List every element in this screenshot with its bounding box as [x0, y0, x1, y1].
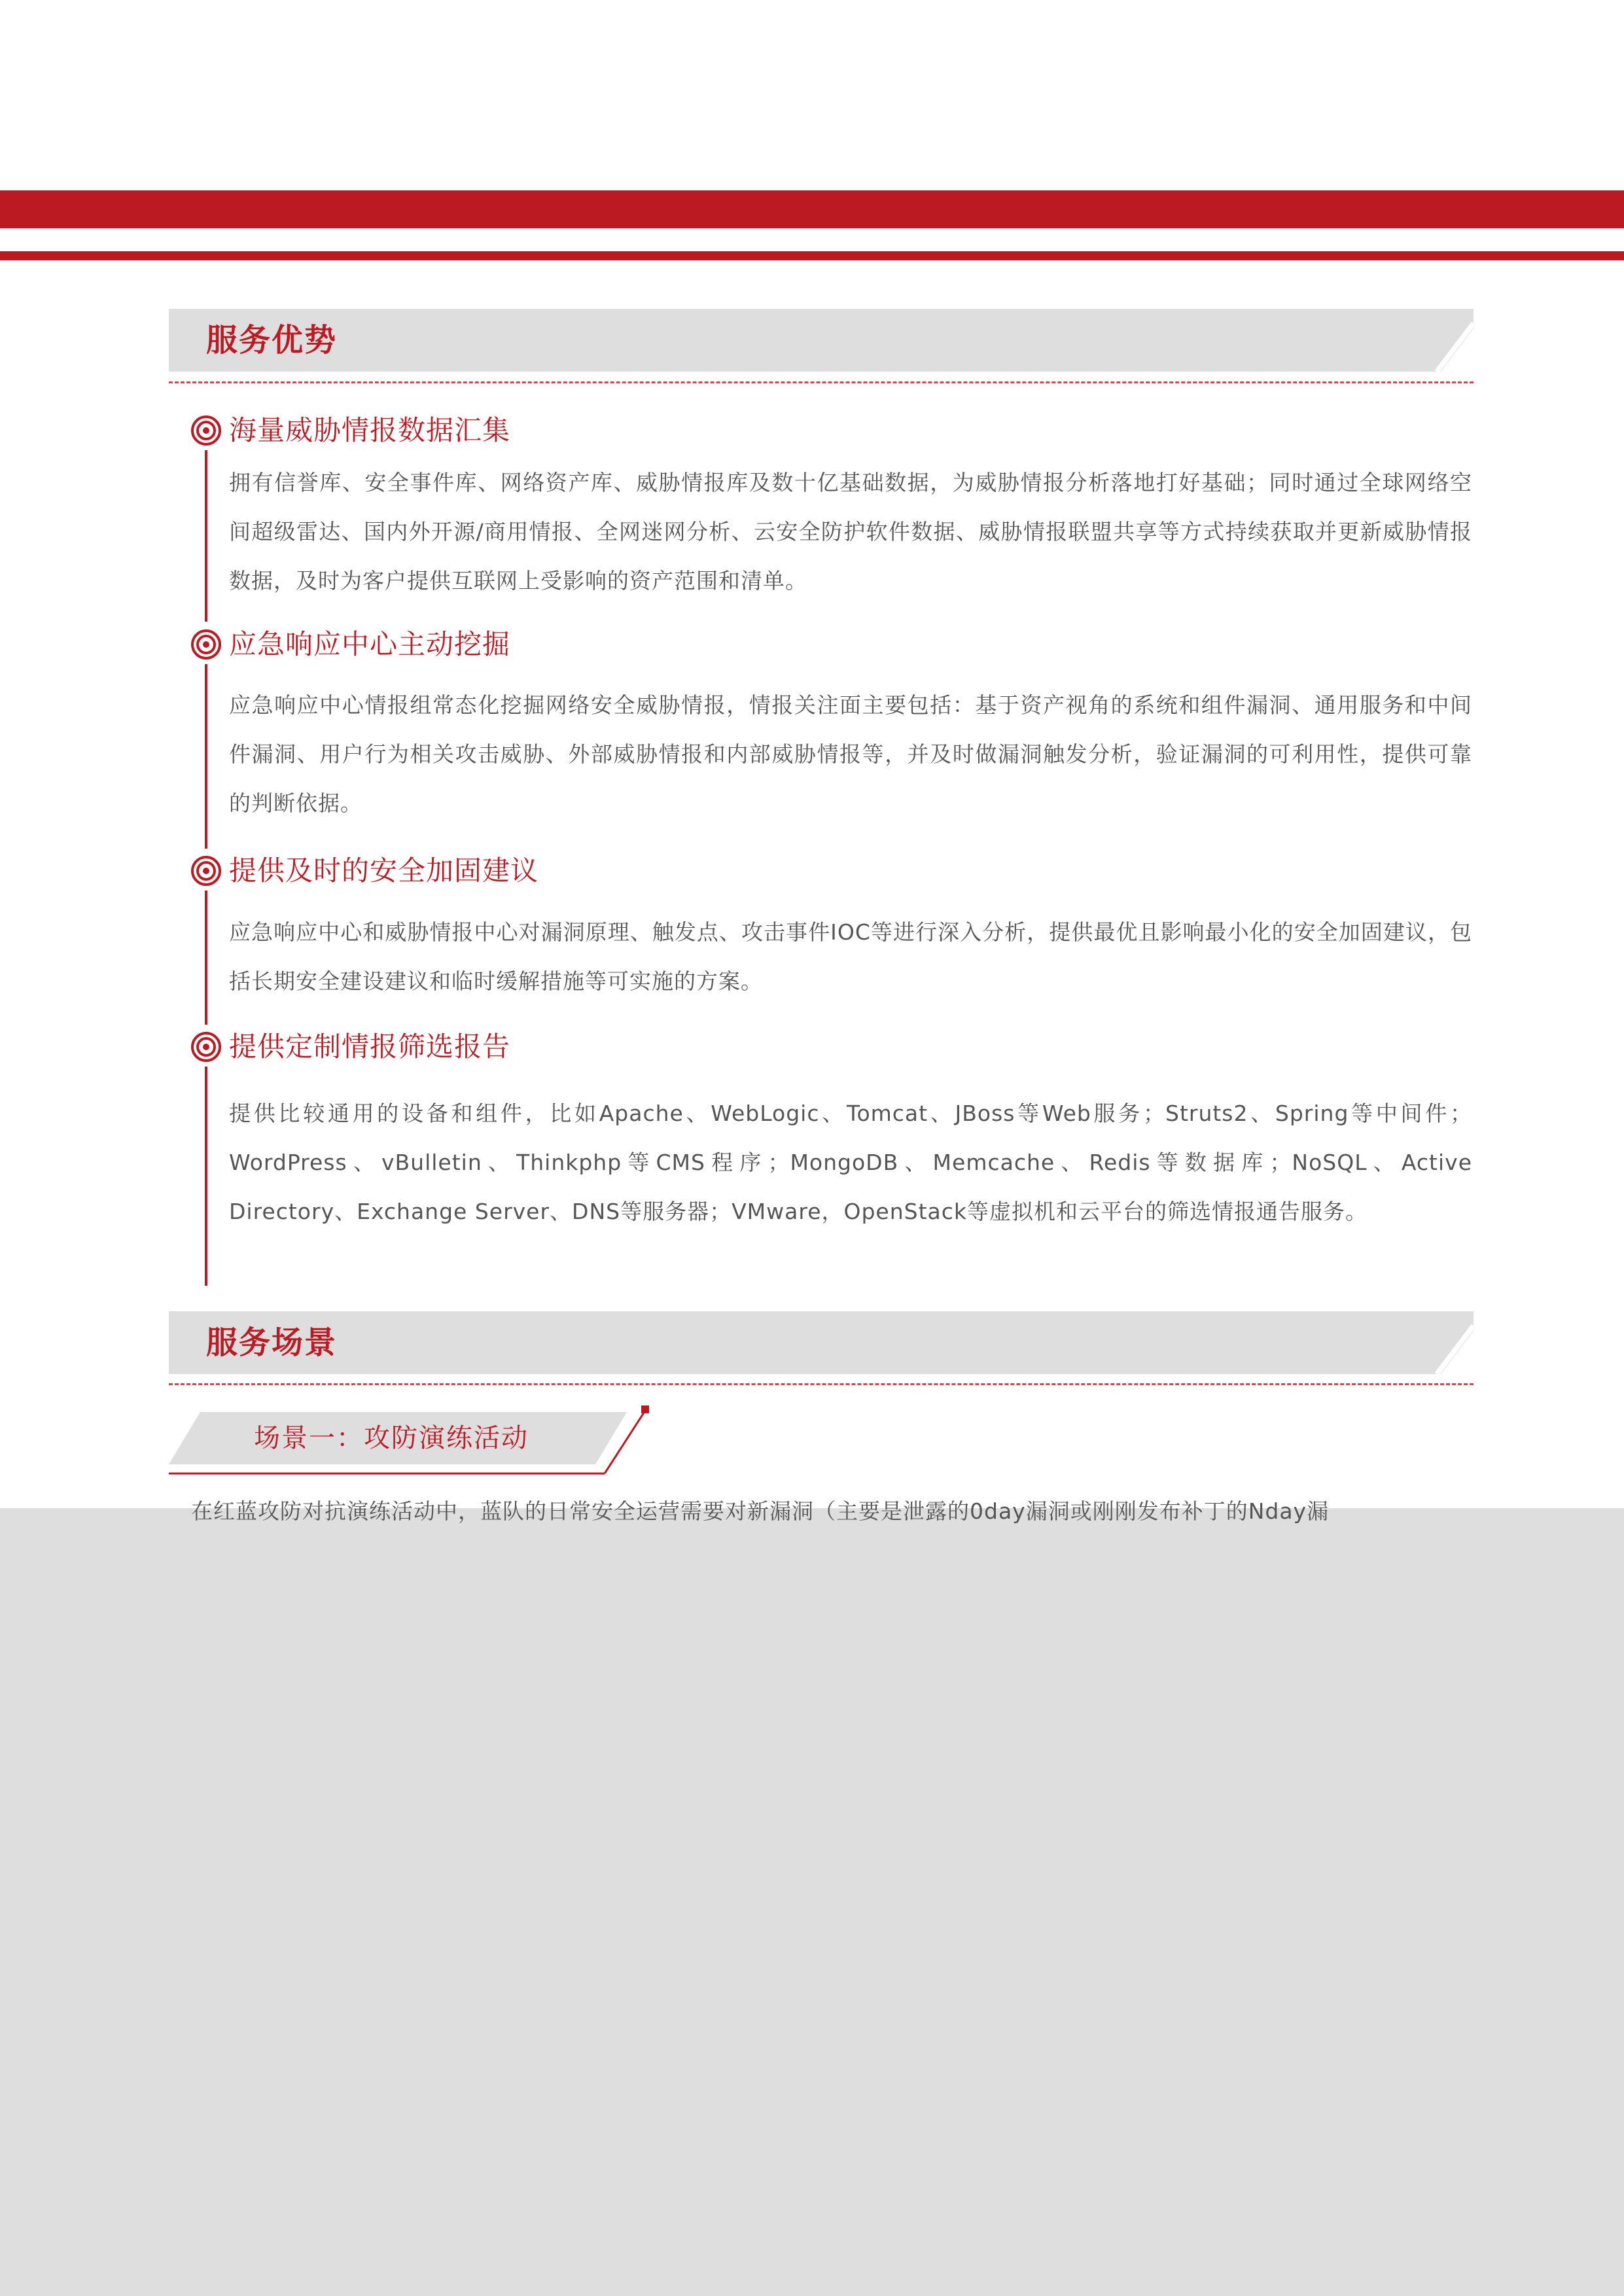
section-header-scenarios: [169, 1311, 1474, 1374]
feature-title-hardening-advice: 提供及时的安全加固建议: [229, 855, 539, 887]
feature-text-hardening-advice: 应急响应中心和威胁情报中心对漏洞原理、触发点、攻击事件IOC等进行深入分析，提供最优且影响最小化的安全加固建议，包括长期安全建设建议和临时缓解措施等可实施的方案。: [229, 919, 1472, 994]
feature-text-emergency-mining: 应急响应中心情报组常态化挖掘网络安全威胁情报，情报关注面主要包括：基于资产视角的系统和组件漏洞、通用服务和中间件漏洞、用户行为相关攻击威胁、外部威胁情报和内部威胁情报等，并及时做漏洞触发分析，验证漏洞的可利用性，提供可靠的判断依据。: [229, 692, 1472, 816]
thin-red-band: [0, 251, 1624, 260]
timeline-line: [205, 664, 207, 849]
top-red-band: [0, 190, 1624, 228]
target-icon: [190, 414, 222, 447]
scene-label: 场景一：攻防演练活动: [254, 1423, 529, 1453]
timeline-line: [205, 450, 207, 622]
section-header-advantages: [169, 309, 1474, 372]
feature-title-emergency-mining: 应急响应中心主动挖掘: [229, 628, 511, 660]
feature-text-custom-report: 提供比较通用的设备和组件，比如Apache、WebLogic、Tomcat、JBoss等Web服务；Struts2、Spring等中间件；WordPress、vBulletin、Thinkphp等CMS程序；MongoDB、Memcache、Redis等数据库；NoSQL、Active Directory、Exchange Server、DNS等服务器；VMware，OpenStack等虚拟机和云平台的筛选情报通告服务。: [229, 1101, 1472, 1224]
timeline-line: [205, 1067, 207, 1286]
dashed-divider: [169, 381, 1474, 383]
scene-tag: [169, 1405, 653, 1477]
dashed-divider: [169, 1383, 1474, 1385]
target-icon: [190, 1031, 222, 1063]
section-header-bg: [169, 309, 1474, 372]
scene-text: 在红蓝攻防对抗演练活动中，蓝队的日常安全运营需要对新漏洞（主要是泄露的0day漏洞或刚刚发布补丁的Nday漏: [191, 1498, 1330, 1524]
target-icon: [190, 855, 222, 887]
feature-text-threat-data: 拥有信誉库、安全事件库、网络资产库、威胁情报库及数十亿基础数据，为威胁情报分析落地打好基础；同时通过全球网络空间超级雷达、国内外开源/商用情报、全网迷网分析、云安全防护软件数据、威胁情报联盟共享等方式持续获取并更新威胁情报数据，及时为客户提供互联网上受影响的资产范围和清单。: [229, 470, 1472, 593]
timeline-line: [205, 891, 207, 1025]
section-title: 服务优势: [206, 322, 338, 359]
section-title: 服务场景: [206, 1324, 338, 1361]
section-header-bg: [169, 1311, 1474, 1374]
target-icon: [190, 628, 222, 661]
feature-title-threat-data: 海量威胁情报数据汇集: [229, 414, 511, 446]
feature-title-custom-report: 提供定制情报筛选报告: [229, 1031, 511, 1063]
